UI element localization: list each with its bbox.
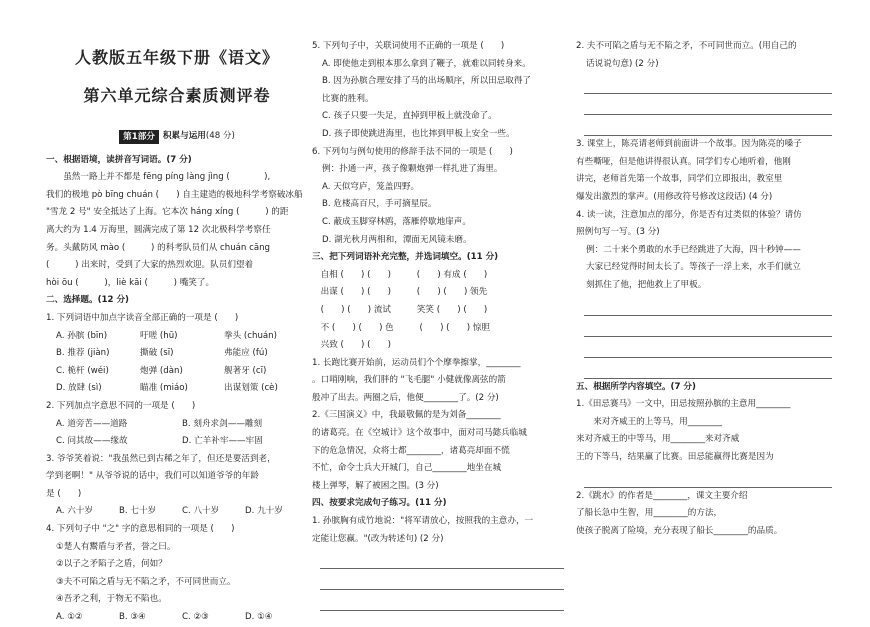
section-heading: 四、按要求完成句子练习。(11 分) <box>312 498 447 509</box>
option-row <box>46 503 308 521</box>
text-line: 般冲了出去。两圈之后，他便________了。(2 分) <box>312 392 499 403</box>
option-text: D. 亡羊补牢——牢固 <box>182 436 263 447</box>
option-text: B. ③④ <box>119 612 146 623</box>
option-row <box>46 363 308 381</box>
text-line: 定能让您赢。"(改为转述句) (2 分) <box>312 533 444 544</box>
section-heading: 三、把下列词语补充完整，并选词填空。(11 分) <box>312 252 499 263</box>
text-line: 讲完，老师首先第一个故事，同学们立即报出，教室里 <box>576 174 783 185</box>
option-text: B. 七十岁 <box>119 506 157 517</box>
text-line: 自相 ( ) ( ) ( ) 有成 ( ) <box>312 269 488 280</box>
text-line: 1. 孙膑胸有成竹地说："将军请放心，按照我的主意办，一 <box>312 516 534 527</box>
option-text: 吁嗟 (hū) <box>140 330 178 341</box>
option-text: C. 桅杆 (wéi) <box>56 365 109 376</box>
option-text: 撕破 (sī) <box>140 348 174 359</box>
option-text: C. 问其故——缘故 <box>56 436 128 447</box>
answer-blank-line[interactable] <box>584 337 832 358</box>
text-line: 3. 爷爷笑着说："我虽然已到古稀之年了，但还是要活到老， <box>46 453 276 464</box>
text-line: 是 ( ) <box>46 488 82 499</box>
text-line: 爆发出激烈的掌声。(用修改符号修改这段话) (4 分) <box>576 191 773 202</box>
option-row <box>46 345 308 363</box>
page-subtitle: 第六单元综合素质测评卷 <box>83 86 271 105</box>
option-text: 炮弹 (dàn) <box>140 365 183 376</box>
answer-blank-line[interactable] <box>584 295 832 316</box>
text-line: 4. 下列句子中 "之" 字的意思相同的一项是 ( ) <box>46 524 235 535</box>
text-line: 例：扑通一声，孩子像颗炮弹一样扎进了海里。 <box>322 164 503 175</box>
option-text: 弗能应 (fú) <box>224 348 268 359</box>
text-line: ①楚人有鬻盾与矛者，誉之曰。 <box>56 541 176 552</box>
text-line: D. 湖光秋月两相和，潭面无风镜未磨。 <box>322 234 472 245</box>
text-line: 我们的极地 pò bīng chuán ( ) 自主建造的极地科学考察破冰船 <box>46 189 303 200</box>
option-row <box>46 609 308 627</box>
text-line: 大家已经觉得时间太长了。等孩子一浮上来，水手们就立 <box>586 262 801 273</box>
text-line: 照例句写一写。(3 分) <box>576 227 660 238</box>
text-line: ②以子之矛陷子之盾，何如？ <box>56 559 167 570</box>
option-row <box>46 380 308 398</box>
text-line: 楼上弹琴，解了被困之围。(3 分) <box>312 480 439 491</box>
text-line: 刻抓住了他，把他救上了甲板。 <box>586 279 707 290</box>
text-line: 6. 下列句与例句使用的修辞手法不同的一项是 ( ) <box>312 146 513 157</box>
text-line: 话说说句意) (2 分) <box>586 58 659 69</box>
page-title: 人教版五年级下册《语文》 <box>74 48 279 67</box>
answer-blank-line[interactable] <box>584 467 832 488</box>
text-line: "雪龙 2 号" 安全抵达了上海。它本次 háng xíng ( ) 的距 <box>46 207 289 218</box>
text-line: ( ) 出来时，受到了大家的热烈欢迎。队员们望着 <box>46 260 254 271</box>
text-line: A. 天似穹庐，笼盖四野。 <box>322 181 420 192</box>
text-line: 2.《三国演义》中，我最敬佩的是为刘备________ <box>312 410 501 421</box>
part-title: 积累与运用 <box>162 131 206 141</box>
option-text: D. 放肆 (sì) <box>56 383 102 394</box>
text-line: 下的危急情况，众将士都________，诸葛亮却面不慌 <box>312 445 510 456</box>
text-line: 4. 读一读，注意加点的部分，你是否有过类似的体验？请仿 <box>576 209 802 220</box>
answer-blank-line[interactable] <box>584 94 832 115</box>
text-line: A. 即使他走到根本那么拿到了鞭子，就难以同转身来。 <box>322 58 531 69</box>
text-line: 1.《田忌赛马》一文中，田忌按照孙膑的主意用________ <box>576 399 791 410</box>
text-line: 兴致 ( ) ( ) <box>312 340 392 351</box>
option-text: A. ①② <box>56 612 83 623</box>
answer-blank-line[interactable] <box>320 590 564 611</box>
text-line: 来对齐威王的上等马，用________ <box>576 416 723 427</box>
option-row <box>46 328 308 346</box>
text-line: 离大约为 1.4 万海里，圆满完成了第 12 次北极科学考察任 <box>46 224 271 235</box>
text-line: 使孩子脱离了险境，充分表现了船长________的品质。 <box>576 525 783 536</box>
text-line: 了船长急中生智，用________的方法， <box>576 508 723 519</box>
text-line: 2. 夫不可陷之盾与无不陷之矛，不可同世而立。(用自己的 <box>576 41 797 51</box>
text-line: 不忙，命令士兵大开城门，自己________地坐在城 <box>312 463 502 474</box>
answer-blank-line[interactable] <box>584 115 832 136</box>
option-text: A. 道旁苦——道路 <box>56 418 128 429</box>
text-line: D. 孩子即使跳进海里，也比摔到甲板上安全一些。 <box>322 128 515 139</box>
text-line: 王的下等马，结果赢了比赛。田忌能赢得比赛是因为 <box>576 451 774 462</box>
answer-blank-line[interactable] <box>320 548 564 569</box>
text-line: C. 蔽成玉脚穿林鸥，落雁停歇地扉声。 <box>322 216 471 227</box>
answer-blank-line[interactable] <box>320 569 564 590</box>
text-line: C. 孩子只要一失足，直掉到甲板上就没命了。 <box>322 111 497 122</box>
option-row <box>46 433 308 451</box>
col2-body <box>312 38 564 611</box>
text-line: 学到老啊！" 从爷爷说的话中，我们可以知道爷爷的年龄 <box>46 471 259 482</box>
text-line: 务。头戴防风 mào ( ) 的科考队员们从 chuán cāng <box>46 242 270 253</box>
option-text: C. 八十岁 <box>182 506 220 517</box>
column-left <box>46 0 308 623</box>
section-heading: 一、根据语境，读拼音写词语。(7 分) <box>46 154 192 165</box>
text-line: ( ) ( ) 流试 笑笑 ( ) ( ) <box>312 304 488 315</box>
option-text: B. 推荐 (jiàn) <box>56 348 110 359</box>
col3-body <box>576 38 832 540</box>
text-line: 来对齐威王的中等马，用________来对齐威 <box>576 434 740 445</box>
text-line: B. 危楼高百尺，手可摘星辰。 <box>322 199 437 210</box>
text-line: 的诸葛亮。在《空城计》这个故事中，面对司马懿兵临城 <box>312 428 527 439</box>
option-text: A. 孙膑 (bīn) <box>56 330 108 341</box>
answer-blank-line[interactable] <box>584 73 832 94</box>
text-line: 比赛的胜利。 <box>322 93 374 104</box>
text-line: 有些嘶哑，但是他讲得很认真。同学们专心地听着，他刚 <box>576 156 791 167</box>
text-line: 不 ( ) ( ) 色 ( ) ( ) 惊胆 <box>312 322 490 333</box>
section-heading: 二、选择题。(12 分) <box>46 295 129 306</box>
section-heading: 五、根据所学内容填空。(7 分) <box>576 381 696 392</box>
part-badge: 第1部分 <box>119 130 159 144</box>
text-line: 3. 课堂上，陈亮请老师到前面讲一个故事。因为陈亮的嗓子 <box>576 139 802 150</box>
text-line: ③夫不可陷之盾与无不陷之矛，不可同世而立。 <box>56 576 236 587</box>
text-line: B. 因为孙膑合理安排了马的出场顺序，所以田忌取得了 <box>322 76 532 87</box>
option-text: 出谋划策 (cè) <box>224 383 278 394</box>
text-line: 出谋 ( ) ( ) ( ) ( ) 领先 <box>312 287 488 298</box>
col1-body <box>46 152 308 627</box>
text-line: 虽然一路上并不都是 fēng píng làng jìng ( ), <box>46 172 271 183</box>
text-line: 2.《跳水》的作者是________，课文主要介绍 <box>576 490 748 501</box>
text-line: 例：二十来个勇敢的水手已经跳进了大海，四十秒钟—— <box>586 244 801 255</box>
text-line: ④吾矛之利，于物无不陷也。 <box>56 594 167 605</box>
option-text: 瞄准 (miáo) <box>140 383 188 394</box>
text-line: 。口哨刚响，我们胖的 "飞毛腿" 小健就像离弦的箭 <box>312 375 506 386</box>
text-line: 1. 长跑比赛开始前，运动员们个个摩拳擦掌，________ <box>312 357 521 368</box>
column-right <box>576 0 832 615</box>
text-line: 1. 下列词语中加点字读音全部正确的一项是 ( ) <box>46 312 239 323</box>
option-text: 拳头 (chuán) <box>224 330 277 341</box>
option-row <box>46 416 308 434</box>
option-text: D. ①④ <box>245 612 273 623</box>
answer-blank-line[interactable] <box>584 316 832 337</box>
option-text: A. 六十岁 <box>56 506 93 517</box>
text-line: hòi ōu ( )，liè kāi ( ) 嘴笑了。 <box>46 277 215 288</box>
option-text: C. ②③ <box>182 612 209 623</box>
column-middle <box>312 0 564 615</box>
option-text: D. 九十岁 <box>245 506 283 517</box>
text-line: 2. 下列加点字意思不同的一项是 ( ) <box>46 400 196 411</box>
part-score: (48 分) <box>205 131 235 141</box>
text-line: 5. 下列句子中，关联词使用不正确的一项是 ( ) <box>312 41 505 51</box>
option-text: 舰著牙 (cī) <box>224 365 267 376</box>
option-text: B. 刻舟求剑——雕刻 <box>182 418 263 429</box>
answer-blank-line[interactable] <box>584 358 832 379</box>
part-header <box>46 128 308 146</box>
